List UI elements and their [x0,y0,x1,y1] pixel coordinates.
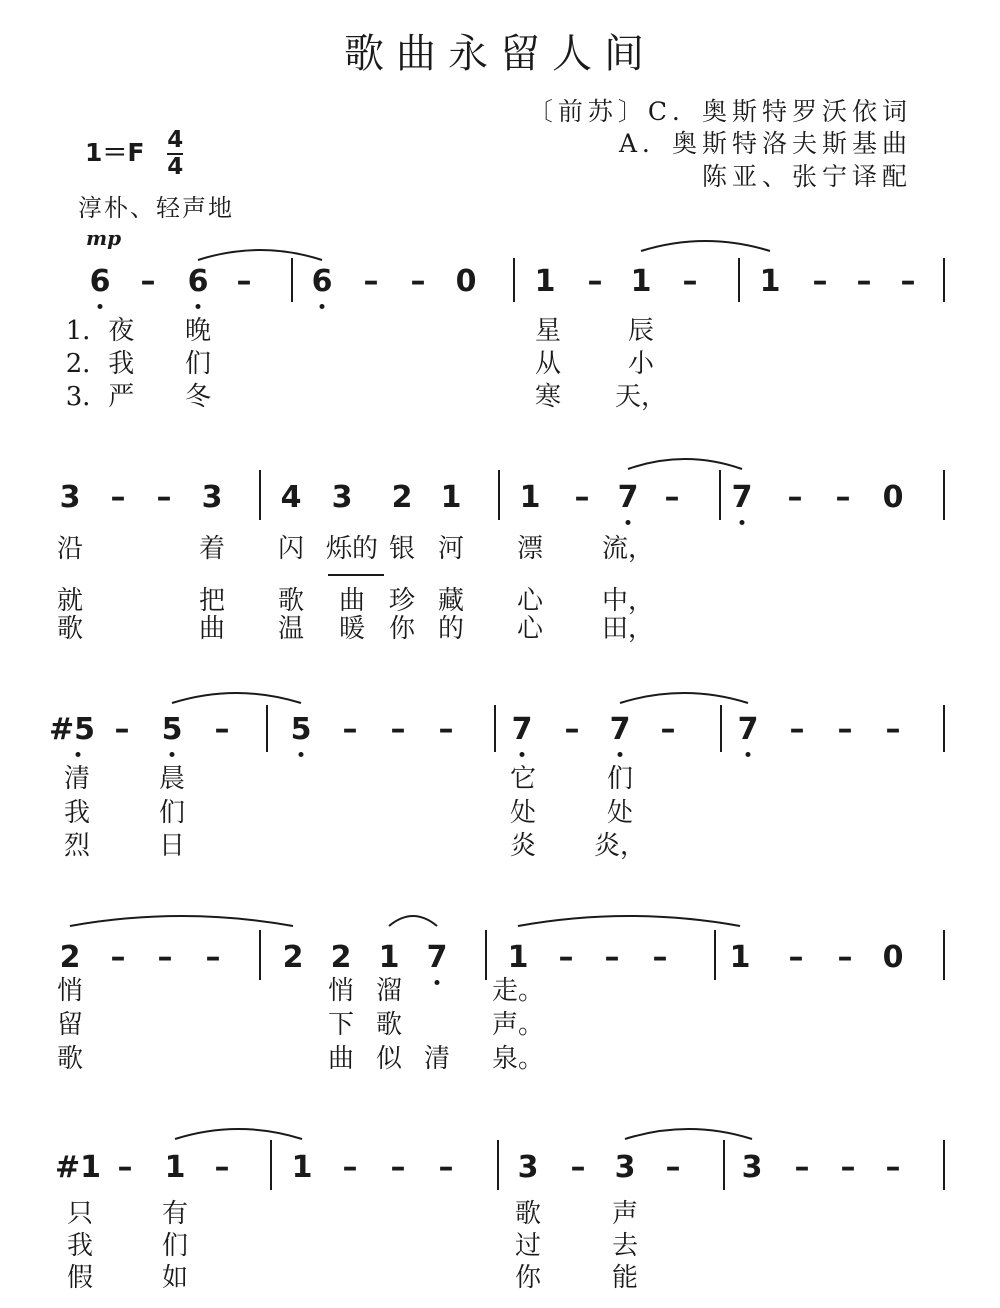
lyric-syllable: 田， [601,614,655,644]
note: 1 [378,940,400,975]
lyric-syllable: 走。 [491,976,545,1006]
note: 7 [737,712,759,747]
lyric-syllable: 你 [388,614,416,644]
dash-extension: – [652,940,668,975]
lyric-syllable: 歌 [514,1199,542,1229]
slur-arc [175,1129,302,1139]
lyric-syllable: 歌 [375,1010,403,1040]
dash-extension: – [665,1150,681,1185]
lyric-syllable: 的 [437,614,465,644]
note: 1 [291,1150,313,1185]
dash-extension: – [390,1150,406,1185]
lyric-syllable: 辰 [627,316,655,346]
note: 1 [164,1150,186,1185]
bar-line [720,705,722,752]
dash-extension: – [157,940,173,975]
lyric-syllable: 我 [63,798,91,828]
low-octave-dot [520,752,525,757]
lyric-syllable: 流， [601,534,655,564]
dash-extension: – [856,264,872,299]
note: #5 [48,712,96,747]
note: 2 [282,940,304,975]
dash-extension: – [794,1150,810,1185]
lyric-syllable: 去 [611,1231,639,1261]
lyric-syllable: 闪 [277,534,305,564]
slur-arc [198,250,322,260]
lyric-syllable: 如 [161,1263,189,1293]
dash-extension: – [156,480,172,515]
lyric-syllable: 只 [66,1199,94,1229]
lyric-syllable: 悄 [56,976,84,1006]
low-octave-dot [320,304,325,309]
lyric-syllable: 们 [184,349,212,379]
lyric-syllable: 沿 [56,534,84,564]
lyric-syllable: 假 [66,1263,94,1293]
lyric-syllable: 就 [56,586,84,616]
lyric-syllable: 曲 [338,586,366,616]
lyric-syllable: 歌 [277,586,305,616]
lyric-syllable: 1．夜 [65,316,135,346]
dash-extension: – [214,1150,230,1185]
lyric-syllable: 暖 [338,614,366,644]
lyric-syllable: 烁的 [325,534,379,564]
note: 3 [201,480,223,515]
note: 3 [614,1150,636,1185]
bar-line [513,258,515,302]
dash-extension: – [410,264,426,299]
bar-line [943,1140,945,1190]
dash-extension: – [587,264,603,299]
dash-extension: – [574,480,590,515]
dash-extension: – [788,940,804,975]
lyric-syllable: 藏 [437,586,465,616]
lyric-syllable: 歌 [56,614,84,644]
note: 2 [391,480,413,515]
bar-line [498,470,500,520]
lyric-syllable: 们 [158,798,186,828]
note: 7 [426,940,448,975]
lyric-syllable: 晚 [184,316,212,346]
low-octave-dot [435,980,440,985]
dash-extension: – [564,712,580,747]
dash-extension: – [140,264,156,299]
low-octave-dot [76,752,81,757]
dash-extension: – [835,480,851,515]
dash-extension: – [900,264,916,299]
dash-extension: – [110,940,126,975]
lyric-syllable: 冬 [184,382,212,412]
dash-extension: – [342,712,358,747]
lyric-syllable: 珍 [388,586,416,616]
dash-extension: – [390,712,406,747]
lyric-syllable: 2．我 [65,349,135,379]
lyric-syllable: 处 [509,798,537,828]
lyric-syllable: 我 [66,1231,94,1261]
lyric-syllable: 有 [161,1199,189,1229]
lyric-syllable: 炎， [593,831,647,861]
low-octave-dot [618,752,623,757]
dash-extension: – [117,1150,133,1185]
lyric-syllable: 着 [198,534,226,564]
note: 1 [729,940,751,975]
lyric-syllable: 悄 [327,976,355,1006]
lyric-syllable: 心 [516,586,544,616]
lyric-syllable: 烈 [63,831,91,861]
dash-extension: – [664,480,680,515]
song-title: 歌曲永留人间 [344,31,656,77]
lyric-syllable: 们 [161,1231,189,1261]
bar-line [291,258,293,302]
dash-extension: – [837,940,853,975]
lyric-syllable: 中， [601,586,655,616]
dash-extension: – [837,712,853,747]
low-octave-dot [626,520,631,525]
note: 6 [311,264,333,299]
lyric-syllable: 曲 [327,1044,355,1074]
lyricist-credit: 〔前苏〕C．奥斯特罗沃依词 [527,97,912,126]
bar-line [719,470,721,520]
dash-extension: – [787,480,803,515]
bar-line [259,470,261,520]
bar-line [494,705,496,752]
lyric-syllable: 下 [327,1010,355,1040]
tempo-marking: 淳朴、轻声地 [78,194,234,222]
note: 3 [59,480,81,515]
low-octave-dot [299,752,304,757]
lyric-syllable: 似 [375,1044,403,1074]
note: 3 [741,1150,763,1185]
slur-arc [625,1129,752,1139]
lyric-syllable: 你 [514,1263,542,1293]
note: 0 [882,480,904,515]
note: 1 [630,264,652,299]
bar-line [943,470,945,520]
slur-arc [641,241,770,251]
bar-line [497,1140,499,1190]
slur-arc [518,916,740,926]
lyric-syllable: 晨 [158,764,186,794]
note: 3 [331,480,353,515]
lyric-syllable: 银 [388,534,416,564]
low-octave-dot [740,520,745,525]
bar-line [943,258,945,302]
note: 3 [517,1150,539,1185]
slur-arc [172,693,301,703]
note: 0 [455,264,477,299]
lyric-syllable: 清 [423,1044,451,1074]
dash-extension: – [660,712,676,747]
lyric-syllable: 从 [534,349,562,379]
note: 7 [511,712,533,747]
lyric-syllable: 声 [611,1199,639,1229]
dash-extension: – [789,712,805,747]
time-signature-numerator: 4 [167,127,184,153]
lyric-syllable: 寒 [534,382,562,412]
dash-extension: – [682,264,698,299]
lyric-syllable: 它 [509,764,537,794]
lyric-syllable: 星 [534,316,562,346]
dash-extension: – [214,712,230,747]
low-octave-dot [98,304,103,309]
dash-extension: – [342,1150,358,1185]
dash-extension: – [114,712,130,747]
lyric-syllable: 河 [437,534,465,564]
note: 6 [89,264,111,299]
lyric-syllable: 天， [614,382,668,412]
low-octave-dot [746,752,751,757]
note: 7 [731,480,753,515]
lyric-syllable: 炎 [509,831,537,861]
note: 2 [59,940,81,975]
key-label: 1＝F [85,138,145,167]
note: 2 [330,940,352,975]
note: 7 [617,480,639,515]
dash-extension: – [363,264,379,299]
note: 1 [440,480,462,515]
bar-line [738,258,740,302]
note: 1 [534,264,556,299]
dash-extension: – [205,940,221,975]
low-octave-dot [170,752,175,757]
lyric-syllable: 处 [606,798,634,828]
dash-extension: – [604,940,620,975]
lyric-syllable: 心 [516,614,544,644]
dash-extension: – [812,264,828,299]
lyric-syllable: 曲 [198,614,226,644]
note: 1 [519,480,541,515]
low-octave-dot [196,304,201,309]
lyric-syllable: 能 [611,1263,639,1293]
bar-line [270,1140,272,1190]
bar-line [714,930,716,980]
note: #1 [54,1150,102,1185]
lyric-syllable: 清 [63,764,91,794]
dynamic-marking: mp [86,226,122,250]
lyric-syllable: 漂 [516,534,544,564]
lyric-syllable: 歌 [56,1044,84,1074]
lyric-syllable: 声。 [491,1010,545,1040]
time-signature-denominator: 4 [167,154,184,180]
slur-arc [620,693,748,703]
translator-credit: 陈亚、张宁译配 [701,162,912,191]
note: 1 [507,940,529,975]
lyric-syllable: 温 [277,614,305,644]
lyric-syllable: 日 [158,831,186,861]
note: 1 [759,264,781,299]
slur-arc [70,916,293,926]
dash-extension: – [558,940,574,975]
dash-extension: – [110,480,126,515]
bar-line [266,705,268,752]
slur-arc [389,916,437,926]
dash-extension: – [840,1150,856,1185]
melisma-underline [328,574,384,576]
dash-extension: – [885,1150,901,1185]
lyric-syllable: 小 [627,349,655,379]
bar-line [723,1140,725,1190]
dash-extension: – [236,264,252,299]
note: 0 [882,940,904,975]
bar-line [943,705,945,752]
note: 6 [187,264,209,299]
lyric-syllable: 溜 [375,976,403,1006]
lyric-syllable: 留 [56,1010,84,1040]
composer-credit: A．奥斯特洛夫斯基曲 [618,129,912,158]
lyric-syllable: 过 [514,1231,542,1261]
lyric-syllable: 泉。 [491,1044,545,1074]
lyric-syllable: 把 [198,586,226,616]
bar-line [485,930,487,980]
lyric-syllable: 3．严 [65,382,135,412]
note: 5 [161,712,183,747]
dash-extension: – [438,712,454,747]
lyric-syllable: 们 [606,764,634,794]
slur-arc [628,459,742,469]
bar-line [943,930,945,980]
note: 4 [280,480,302,515]
note: 7 [609,712,631,747]
note: 5 [290,712,312,747]
dash-extension: – [885,712,901,747]
dash-extension: – [438,1150,454,1185]
bar-line [259,930,261,980]
dash-extension: – [570,1150,586,1185]
